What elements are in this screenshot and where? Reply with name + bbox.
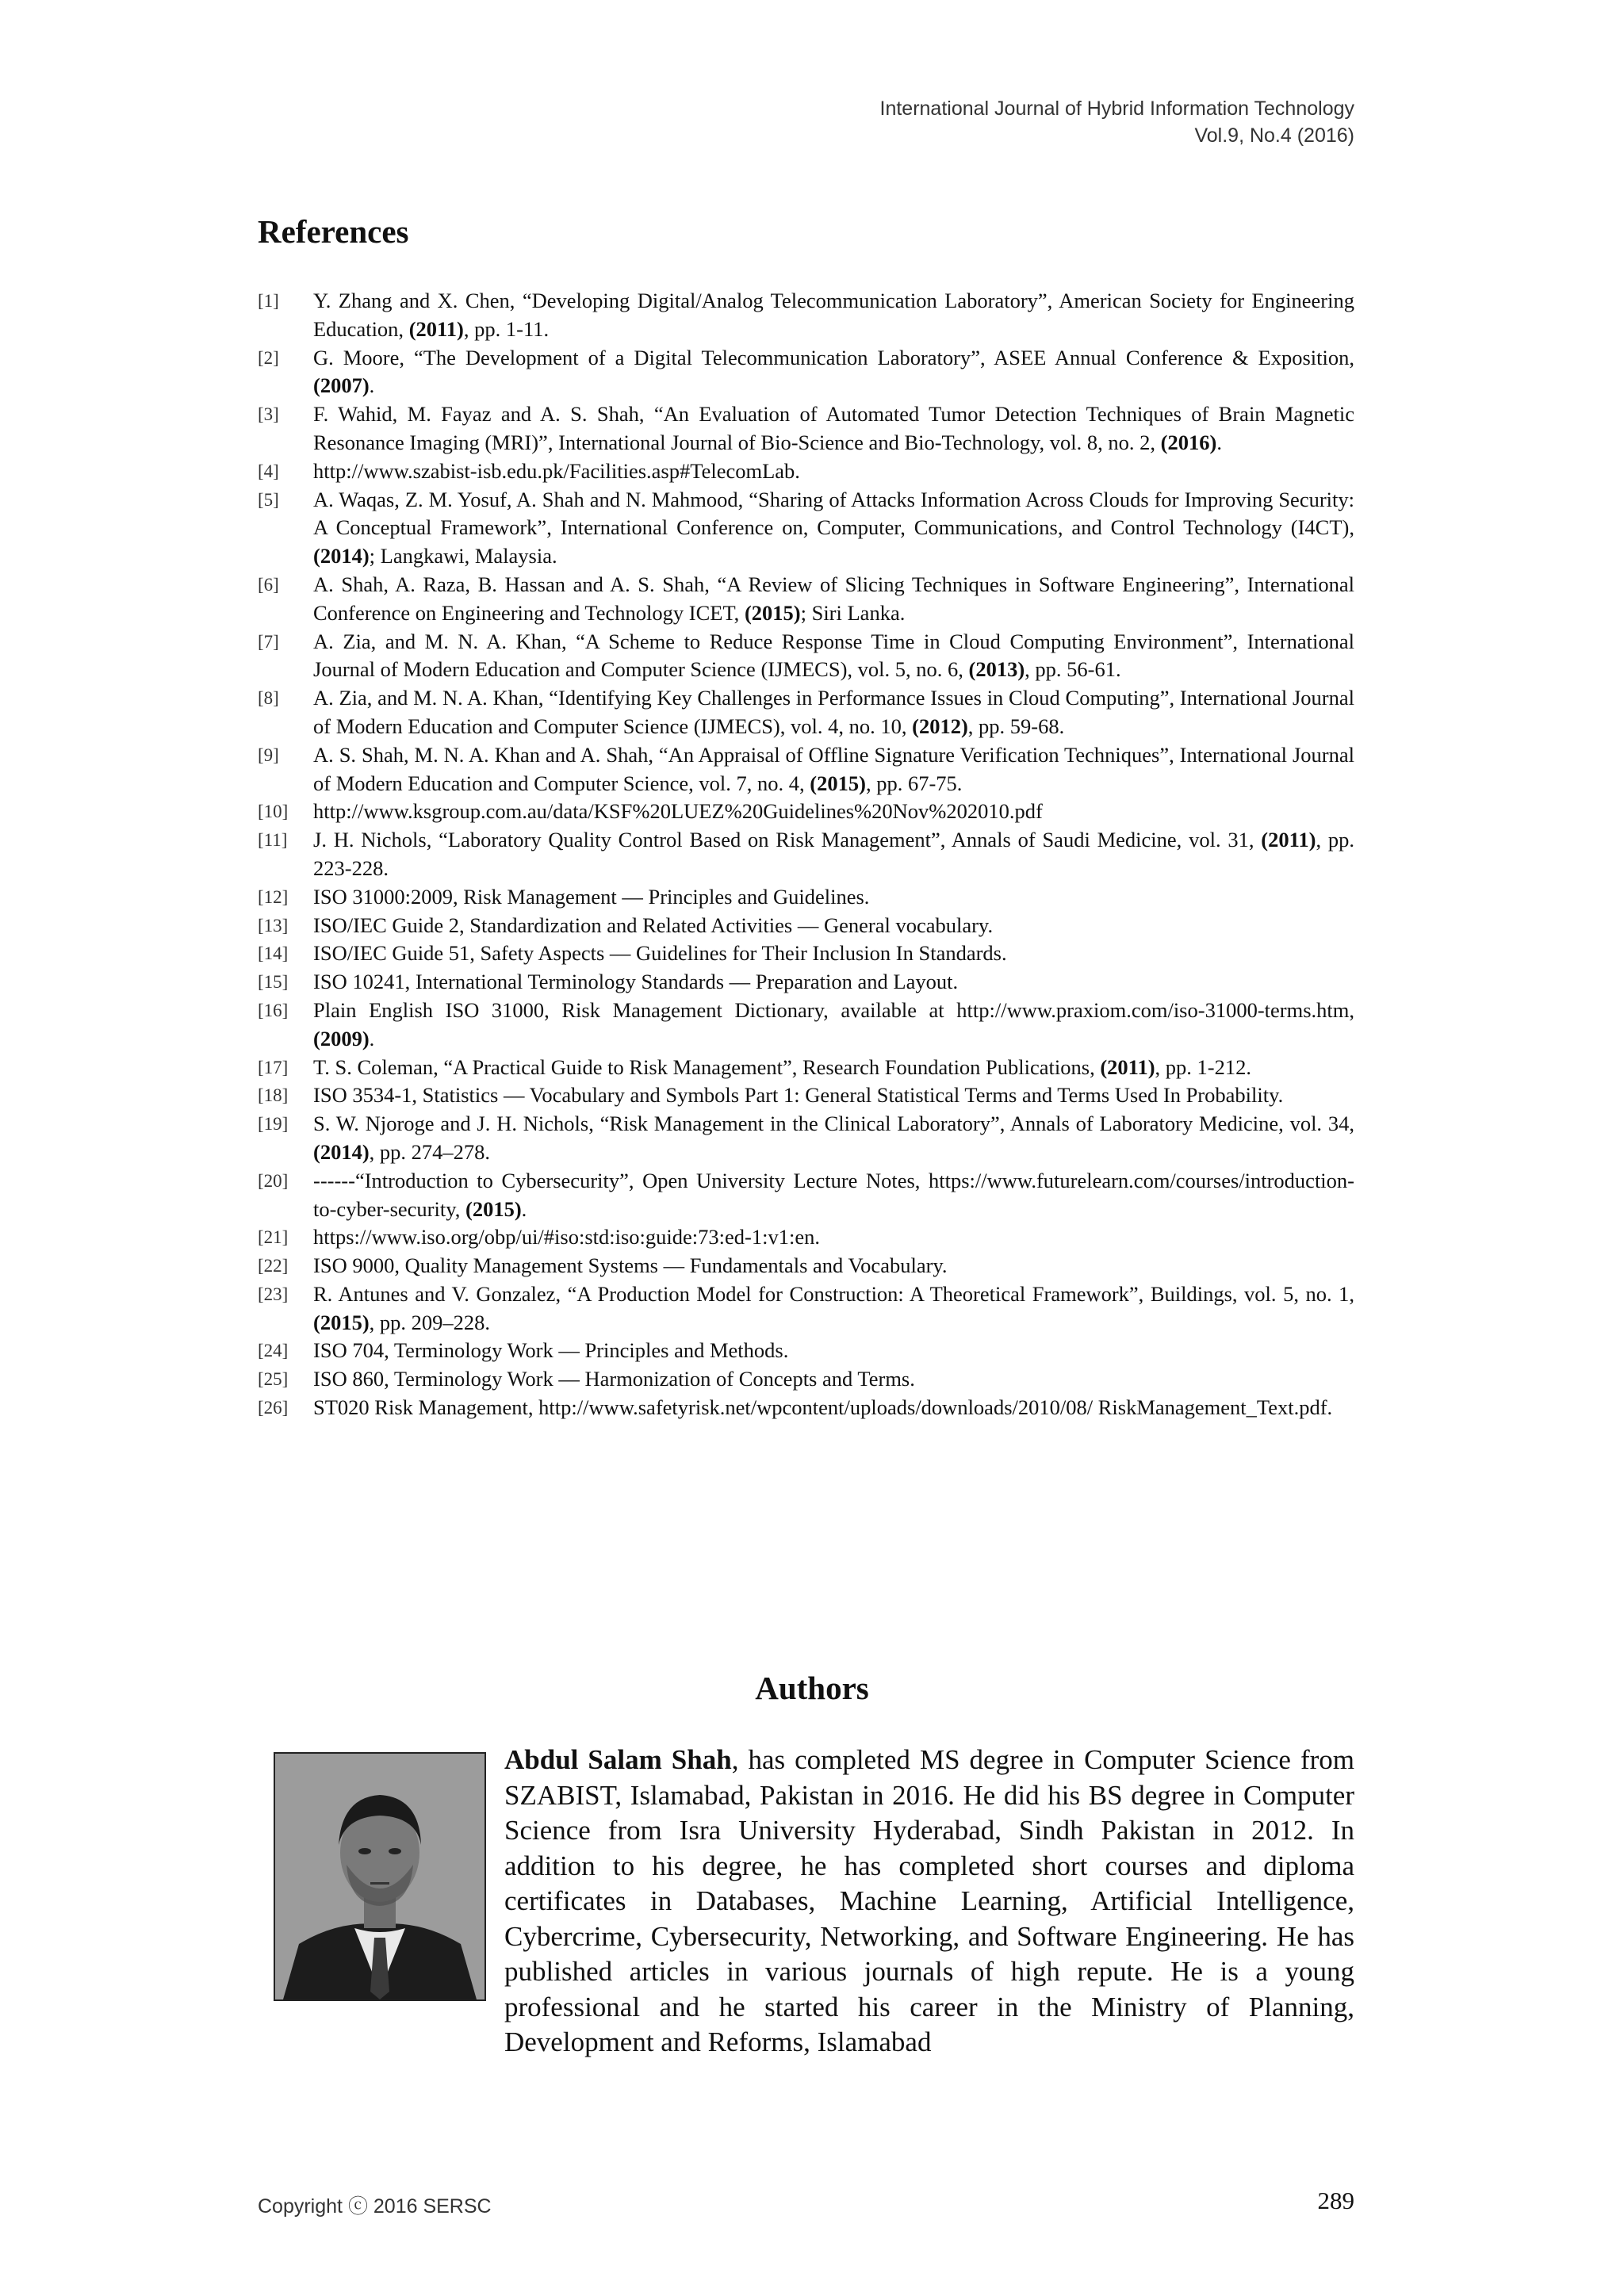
- reference-year: (2015): [465, 1196, 522, 1221]
- reference-suffix: , pp. 1-212.: [1155, 1054, 1251, 1079]
- reference-citation: A. Waqas, Z. M. Yosuf, A. Shah and N. Mahmood, “Sharing of Attacks Information Across Clouds for Improving Security: A Conceptual Framework”, International Conference on, Computer, Communications, and Control Technology (I4CT),: [313, 487, 1354, 540]
- reference-citation: http://www.ksgroup.com.au/data/KSF%20LUEZ%20Guidelines%20Nov%202010.pdf: [313, 799, 1043, 824]
- reference-text: [313, 1365, 1354, 1394]
- author-bio-text: , has completed MS degree in Computer Science from SZABIST, Islamabad, Pakistan in 2016. He did his BS degree in Computer Science from Isra University Hyderabad, Sindh Pakistan in 2012. In addition to his degree, he has completed short courses and diploma certificates in Databases, Machine Learning, Artificial Intelligence, Cybercrime, Cybersecurity, Networking, and Software Engineering. He has published articles in various journals of high repute. He is a young professional and he started his career in the Ministry of Planning, Development and Reforms, Islamabad: [504, 1744, 1354, 2057]
- reference-item: [258, 1365, 1354, 1394]
- copyright-notice: Copyright ⓒ 2016 SERSC: [258, 2195, 492, 2218]
- authors-heading: Authors: [755, 1670, 869, 1706]
- reference-number: [19]: [258, 1114, 289, 1135]
- reference-suffix: .: [521, 1196, 527, 1221]
- reference-text: [313, 486, 1354, 571]
- reference-year: (2011): [1100, 1054, 1155, 1079]
- reference-text: [313, 798, 1354, 826]
- reference-citation: T. S. Coleman, “A Practical Guide to Risk Management”, Research Foundation Publications,: [313, 1054, 1101, 1079]
- reference-citation: ISO/IEC Guide 2, Standardization and Related Activities — General vocabulary.: [313, 913, 994, 937]
- reference-number: [22]: [258, 1256, 289, 1276]
- reference-year: (2012): [912, 714, 968, 738]
- reference-citation: ISO 9000, Quality Management Systems — Fundamentals and Vocabulary.: [313, 1253, 948, 1278]
- reference-suffix: , pp. 274–278.: [369, 1139, 491, 1164]
- reference-number: [5]: [258, 489, 279, 510]
- reference-citation: A. Zia, and M. N. A. Khan, “Identifying Key Challenges in Performance Issues in Cloud Computing”, International Journal of Modern Education and Computer Science (IJMECS), vol. 4, no. 10,: [313, 686, 1354, 738]
- reference-item: [258, 628, 1354, 685]
- reference-number: [15]: [258, 972, 289, 993]
- reference-citation: A. Zia, and M. N. A. Khan, “A Scheme to Reduce Response Time in Cloud Computing Environment”, International Journal of Modern Education and Computer Science (IJMECS), vol. 5, no. 6,: [313, 629, 1354, 682]
- reference-year: (2016): [1160, 430, 1217, 454]
- references-heading: References: [258, 213, 409, 250]
- reference-suffix: , pp. 1-11.: [463, 316, 550, 341]
- author-bio: [504, 1743, 1354, 2061]
- reference-text: [313, 1394, 1354, 1422]
- reference-citation: A. Shah, A. Raza, B. Hassan and A. S. Shah, “A Review of Slicing Techniques in Software Engineering”, International Conference on Engineering and Technology ICET,: [313, 572, 1354, 625]
- reference-text: [313, 1081, 1354, 1110]
- references-list: [258, 287, 1354, 1422]
- reference-citation: S. W. Njoroge and J. H. Nichols, “Risk Management in the Clinical Laboratory”, Annals of Laboratory Medicine, vol. 34,: [313, 1112, 1354, 1136]
- reference-number: [21]: [258, 1227, 289, 1248]
- reference-citation: ISO 10241, International Terminology Standards — Preparation and Layout.: [313, 970, 959, 994]
- reference-text: [313, 344, 1354, 401]
- reference-suffix: .: [369, 373, 375, 398]
- reference-suffix: , pp. 59-68.: [967, 714, 1065, 738]
- reference-suffix: .: [1216, 430, 1222, 454]
- reference-citation: ------“Introduction to Cybersecurity”, Open University Lecture Notes, https://www.futurelearn.com/courses/introduction-to-cyber-security,: [313, 1168, 1354, 1221]
- reference-text: [313, 400, 1354, 457]
- reference-text: [313, 997, 1354, 1054]
- reference-citation: J. H. Nichols, “Laboratory Quality Control Based on Risk Management”, Annals of Saudi Medicine, vol. 31,: [313, 828, 1262, 852]
- reference-item: [258, 1167, 1354, 1224]
- reference-number: [18]: [258, 1085, 289, 1106]
- author-portrait-image: [275, 1754, 485, 1999]
- reference-number: [8]: [258, 688, 279, 709]
- reference-text: [313, 1280, 1354, 1337]
- reference-number: [9]: [258, 744, 279, 765]
- reference-suffix: ; Langkawi, Malaysia.: [369, 544, 557, 568]
- reference-citation: http://www.szabist-isb.edu.pk/Facilities.asp#TelecomLab.: [313, 458, 800, 483]
- reference-text: [313, 826, 1354, 883]
- reference-citation: ISO 704, Terminology Work — Principles and Methods.: [313, 1338, 789, 1363]
- reference-item: [258, 826, 1354, 883]
- reference-year: (2011): [408, 316, 464, 341]
- reference-number: [13]: [258, 915, 289, 936]
- reference-number: [12]: [258, 886, 289, 907]
- reference-suffix: , pp. 67-75.: [865, 771, 963, 795]
- reference-number: [16]: [258, 1000, 289, 1020]
- author-name: Abdul Salam Shah: [504, 1744, 732, 1775]
- reference-number: [10]: [258, 802, 289, 822]
- reference-text: [313, 1167, 1354, 1224]
- reference-item: [258, 287, 1354, 344]
- reference-year: (2015): [744, 600, 801, 625]
- reference-citation: ISO/IEC Guide 51, Safety Aspects — Guidelines for Their Inclusion In Standards.: [313, 941, 1007, 966]
- reference-text: [313, 1337, 1354, 1365]
- reference-citation: ST020 Risk Management, http://www.safetyrisk.net/wpcontent/uploads/downloads/2010/08/ RiskManagement_Text.pdf.: [313, 1395, 1333, 1420]
- reference-item: [258, 741, 1354, 798]
- reference-item: [258, 1280, 1354, 1337]
- reference-item: [258, 684, 1354, 741]
- reference-number: [4]: [258, 461, 279, 481]
- reference-item: [258, 997, 1354, 1054]
- reference-item: [258, 1054, 1354, 1082]
- page-number: 289: [1317, 2187, 1354, 2214]
- reference-item: [258, 1110, 1354, 1167]
- reference-suffix: ; Siri Lanka.: [800, 600, 906, 625]
- reference-number: [20]: [258, 1170, 289, 1191]
- reference-item: [258, 344, 1354, 401]
- reference-citation: Y. Zhang and X. Chen, “Developing Digital/Analog Telecommunication Laboratory”, American Society for Engineering Education,: [313, 289, 1354, 341]
- reference-citation: G. Moore, “The Development of a Digital Telecommunication Laboratory”, ASEE Annual Conference & Exposition,: [313, 345, 1354, 369]
- author-photo: [274, 1752, 486, 2001]
- reference-text: [313, 457, 1354, 486]
- reference-text: [313, 684, 1354, 741]
- reference-year: (2011): [1261, 828, 1316, 852]
- reference-number: [3]: [258, 404, 279, 425]
- reference-number: [11]: [258, 830, 288, 851]
- reference-item: [258, 486, 1354, 571]
- reference-text: [313, 741, 1354, 798]
- reference-text: [313, 939, 1354, 968]
- reference-suffix: , pp. 209–228.: [369, 1310, 491, 1334]
- reference-citation: https://www.iso.org/obp/ui/#iso:std:iso:guide:73:ed-1:v1:en.: [313, 1225, 820, 1249]
- reference-number: [6]: [258, 574, 279, 595]
- reference-citation: Plain English ISO 31000, Risk Management Dictionary, available at http://www.praxiom.com/iso-31000-terms.htm,: [313, 997, 1354, 1022]
- reference-text: [313, 628, 1354, 685]
- reference-item: [258, 1337, 1354, 1365]
- reference-item: [258, 457, 1354, 486]
- reference-number: [17]: [258, 1057, 289, 1077]
- reference-text: [313, 571, 1354, 628]
- reference-text: [313, 287, 1354, 344]
- reference-item: [258, 939, 1354, 968]
- reference-text: [313, 1110, 1354, 1167]
- reference-text: [313, 883, 1354, 912]
- reference-citation: ISO 3534-1, Statistics — Vocabulary and Symbols Part 1: General Statistical Terms and Terms Used In Probability.: [313, 1083, 1284, 1108]
- reference-item: [258, 1081, 1354, 1110]
- reference-item: [258, 1252, 1354, 1280]
- reference-item: [258, 883, 1354, 912]
- reference-citation: ISO 860, Terminology Work — Harmonization of Concepts and Terms.: [313, 1367, 915, 1391]
- reference-citation: F. Wahid, M. Fayaz and A. S. Shah, “An Evaluation of Automated Tumor Detection Techniques of Brain Magnetic Resonance Imaging (MRI)”, International Journal of Bio-Science and Bio-Technology, vol. 8, no. 2,: [313, 402, 1354, 454]
- reference-year: (2014): [313, 544, 370, 568]
- reference-suffix: , pp. 56-61.: [1025, 657, 1121, 682]
- journal-name: International Journal of Hybrid Information Technology: [879, 98, 1354, 120]
- reference-suffix: , pp. 223-228.: [313, 828, 1355, 880]
- reference-suffix: .: [369, 1026, 375, 1050]
- journal-volume: Vol.9, No.4 (2016): [1194, 124, 1354, 147]
- reference-item: [258, 571, 1354, 628]
- reference-item: [258, 968, 1354, 997]
- reference-year: (2009): [313, 1026, 370, 1050]
- reference-year: (2007): [313, 373, 370, 398]
- reference-number: [1]: [258, 291, 279, 311]
- reference-number: [25]: [258, 1369, 289, 1390]
- reference-text: [313, 1223, 1354, 1252]
- reference-year: (2013): [968, 657, 1025, 682]
- reference-item: [258, 400, 1354, 457]
- reference-number: [24]: [258, 1341, 289, 1361]
- reference-year: (2014): [313, 1139, 370, 1164]
- reference-citation: ISO 31000:2009, Risk Management — Principles and Guidelines.: [313, 884, 870, 909]
- reference-text: [313, 1252, 1354, 1280]
- reference-text: [313, 1054, 1354, 1082]
- reference-item: [258, 798, 1354, 826]
- reference-item: [258, 1394, 1354, 1422]
- reference-year: (2015): [313, 1310, 370, 1334]
- reference-number: [23]: [258, 1284, 289, 1304]
- reference-citation: A. S. Shah, M. N. A. Khan and A. Shah, “An Appraisal of Offline Signature Verification Techniques”, International Journal of Modern Education and Computer Science, vol. 7, no. 4,: [313, 742, 1354, 795]
- reference-number: [7]: [258, 631, 279, 652]
- reference-item: [258, 912, 1354, 940]
- reference-number: [14]: [258, 943, 289, 964]
- reference-text: [313, 912, 1354, 940]
- reference-number: [2]: [258, 347, 279, 368]
- reference-number: [26]: [258, 1398, 289, 1418]
- reference-citation: R. Antunes and V. Gonzalez, “A Production Model for Construction: A Theoretical Framework”, Buildings, vol. 5, no. 1,: [313, 1281, 1354, 1306]
- running-header: [880, 95, 1355, 149]
- reference-year: (2015): [810, 771, 866, 795]
- reference-item: [258, 1223, 1354, 1252]
- reference-text: [313, 968, 1354, 997]
